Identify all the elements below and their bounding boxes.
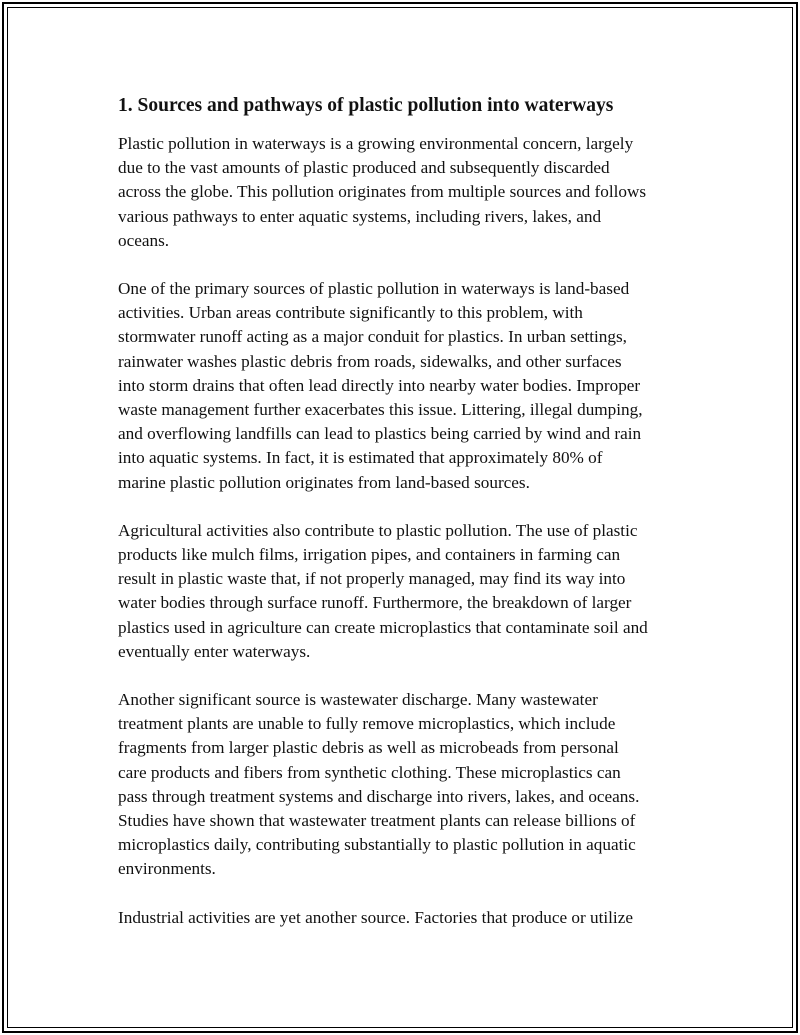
paragraph-line: water bodies through surface runoff. Furthermore, the breakdown of larger bbox=[118, 593, 632, 613]
paragraph-line: stormwater runoff acting as a major conduit for plastics. In urban settings, bbox=[118, 327, 627, 347]
paragraph-line: marine plastic pollution originates from land-based sources. bbox=[118, 472, 530, 492]
paragraph-wastewater bbox=[118, 688, 688, 882]
paragraph-line: fragments from larger plastic debris as well as microbeads from personal bbox=[118, 738, 619, 758]
document-content bbox=[118, 92, 688, 954]
paragraph-line: plastics used in agriculture can create microplastics that contaminate soil and bbox=[118, 617, 648, 637]
paragraph-line: pass through treatment systems and discharge into rivers, lakes, and oceans. bbox=[118, 786, 640, 806]
paragraph-line: waste management further exacerbates this issue. Littering, illegal dumping, bbox=[118, 400, 643, 420]
paragraph-line: environments. bbox=[118, 859, 216, 879]
section-heading: 1. Sources and pathways of plastic pollution into waterways bbox=[118, 95, 614, 116]
paragraph-line: Studies have shown that wastewater treatment plants can release billions of bbox=[118, 811, 636, 831]
paragraph-agricultural bbox=[118, 519, 688, 664]
paragraph-line: due to the vast amounts of plastic produced and subsequently discarded bbox=[118, 158, 610, 178]
paragraph-line: Plastic pollution in waterways is a growing environmental concern, largely bbox=[118, 134, 634, 153]
paragraph-line: rainwater washes plastic debris from roads, sidewalks, and other surfaces bbox=[118, 351, 622, 371]
paragraph-line: oceans. bbox=[118, 230, 170, 250]
paragraph-line: Industrial activities are yet another source. Factories that produce or utilize bbox=[118, 907, 633, 927]
paragraph-line: microplastics daily, contributing substantially to plastic pollution in aquatic bbox=[118, 835, 636, 855]
paragraph-line: treatment plants are unable to fully remove microplastics, which include bbox=[118, 714, 616, 734]
paragraph-intro bbox=[118, 132, 688, 253]
paragraph-line: Agricultural activities also contribute to plastic pollution. The use of plastic bbox=[118, 520, 638, 540]
paragraph-line: activities. Urban areas contribute significantly to this problem, with bbox=[118, 303, 583, 323]
paragraph-line: One of the primary sources of plastic pollution in waterways is land-based bbox=[118, 279, 630, 299]
paragraph-line: across the globe. This pollution originates from multiple sources and follows bbox=[118, 182, 647, 202]
paragraph-line: eventually enter waterways. bbox=[118, 641, 311, 661]
paragraph-line: and overflowing landfills can lead to plastics being carried by wind and rain bbox=[118, 424, 642, 444]
paragraph-line: Another significant source is wastewater discharge. Many wastewater bbox=[118, 690, 598, 710]
paragraph-line: care products and fibers from synthetic clothing. These microplastics can bbox=[118, 762, 621, 782]
paragraph-industrial bbox=[118, 906, 688, 930]
paragraph-land-based bbox=[118, 277, 688, 495]
paragraph-line: various pathways to enter aquatic systems, including rivers, lakes, and bbox=[118, 206, 602, 226]
paragraph-line: into aquatic systems. In fact, it is estimated that approximately 80% of bbox=[118, 448, 603, 468]
paragraph-line: into storm drains that often lead directly into nearby water bodies. Improper bbox=[118, 375, 641, 395]
paragraph-line: result in plastic waste that, if not properly managed, may find its way into bbox=[118, 569, 626, 589]
paragraph-line: products like mulch films, irrigation pipes, and containers in farming can bbox=[118, 545, 621, 565]
